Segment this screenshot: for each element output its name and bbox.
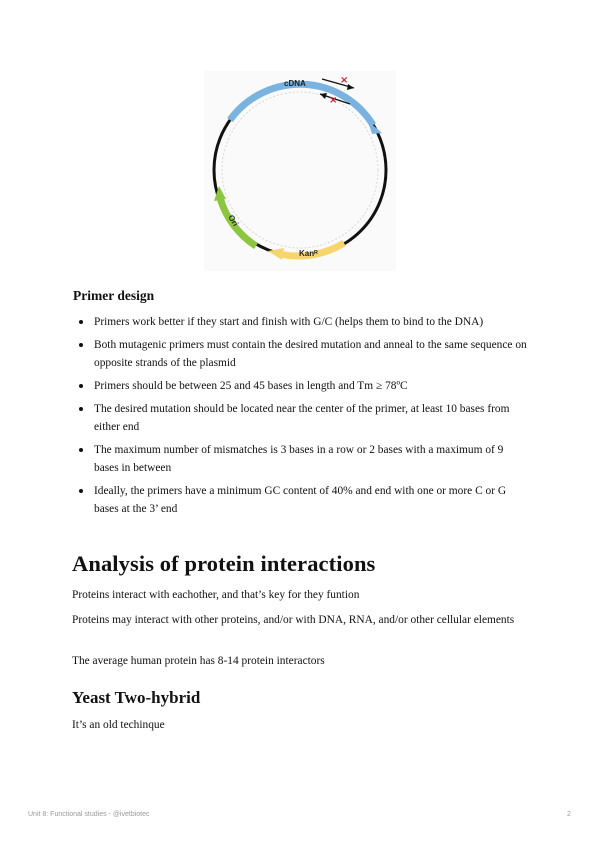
list-item-text: Both mutagenic primers must contain the desired mutation and anneal to the same sequence on opposite strands of the plasmid — [94, 339, 527, 369]
analysis-paragraph-1: Proteins interact with eachother, and that’s key for they funtion — [72, 589, 360, 601]
list-item-text: The desired mutation should be located near the center of the primer, at least 10 bases from either end — [94, 403, 510, 433]
list-item-text: Ideally, the primers have a minimum GC content of 40% and end with one or more C or G bases at the 3’ end — [94, 485, 507, 515]
list-item — [78, 400, 528, 436]
plasmid-figure — [204, 71, 396, 271]
mutation-mark-2: × — [329, 95, 338, 106]
list-item — [78, 313, 528, 331]
primer-design-heading: Primer design — [73, 288, 155, 303]
list-item — [78, 482, 528, 518]
yeast-paragraph: It’s an old techinque — [72, 719, 165, 731]
list-item — [78, 336, 528, 372]
yeast-two-hybrid-heading: Yeast Two-hybrid — [72, 688, 201, 707]
kan-label: Kanᴿ — [299, 249, 318, 258]
reverse-primer-head — [320, 93, 327, 99]
list-item-text: Primers should be between 25 and 45 bases in length and Tm ≥ 78ºC — [94, 380, 408, 392]
cdna-label: cDNA — [284, 79, 306, 88]
bullet-icon — [79, 320, 83, 324]
list-item — [78, 441, 528, 477]
bullet-icon — [79, 407, 83, 411]
mutation-mark-1: × — [340, 75, 349, 86]
ori-label: Ori — [226, 213, 241, 228]
bullet-icon — [79, 489, 83, 493]
bullet-icon — [79, 343, 83, 347]
page-number: 2 — [567, 811, 571, 818]
bullet-icon — [79, 384, 83, 388]
bullet-icon — [79, 448, 83, 452]
analysis-heading: Analysis of protein interactions — [72, 551, 376, 576]
inner-guide-circle — [222, 92, 378, 248]
plasmid-diagram — [204, 71, 396, 271]
cdna-segment — [230, 84, 373, 125]
footer-caption: Unit 8: Functional studies - @ivetbiotec — [28, 811, 150, 818]
primer-design-list — [78, 313, 528, 523]
list-item-text: The maximum number of mismatches is 3 bases in a row or 2 bases with a maximum of 9 bases in between — [94, 444, 504, 474]
analysis-paragraph-2: Proteins may interact with other proteins, and/or with DNA, RNA, and/or other cellular elements — [72, 614, 515, 626]
list-item — [78, 377, 528, 395]
list-item-text: Primers work better if they start and finish with G/C (helps them to bind to the DNA) — [94, 316, 484, 328]
analysis-paragraph-3: The average human protein has 8-14 protein interactors — [72, 655, 325, 667]
